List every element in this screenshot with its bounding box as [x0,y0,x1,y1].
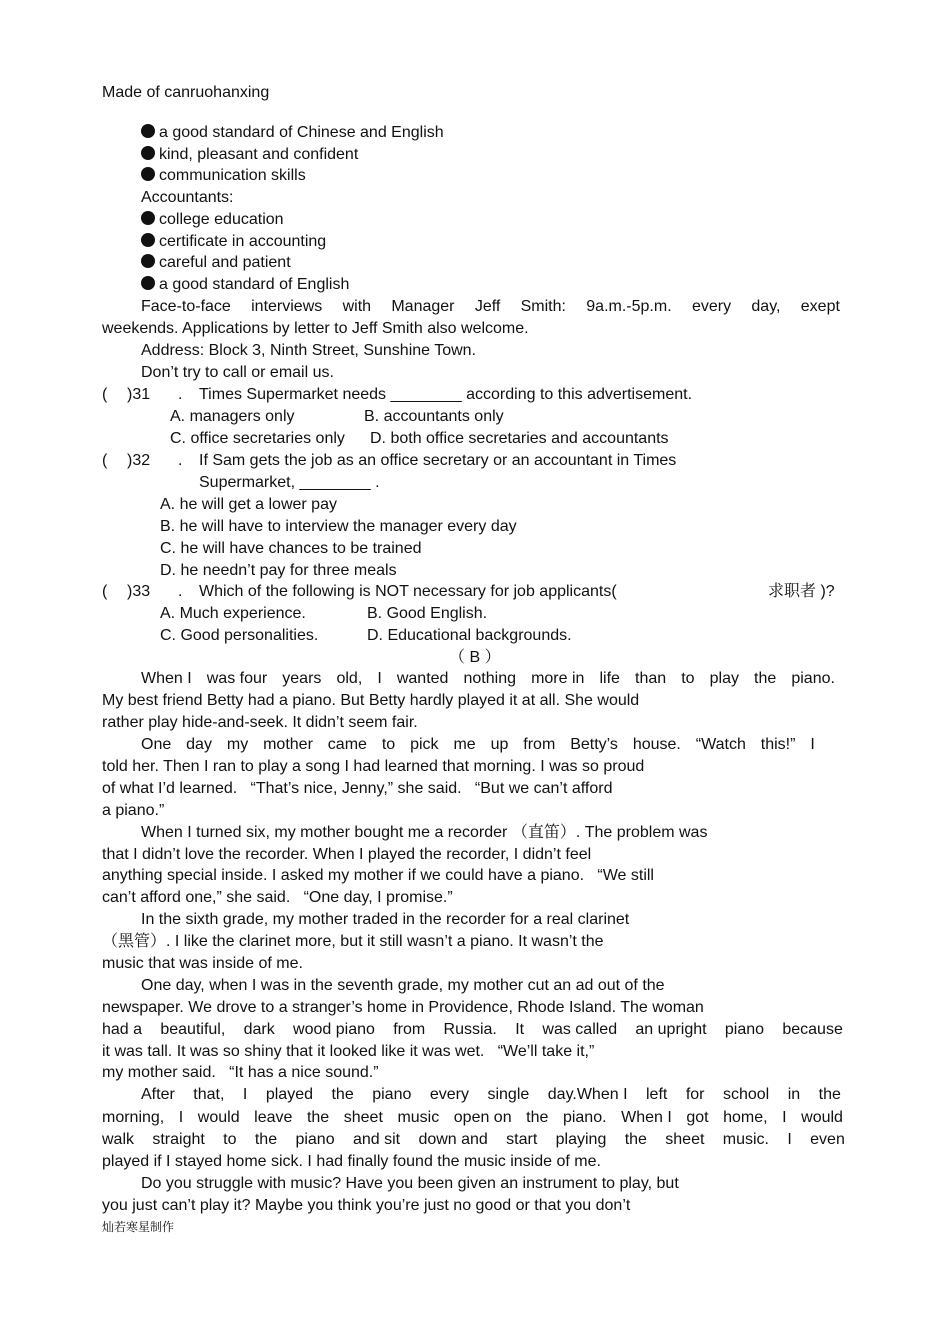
passage-line: anything special inside. I asked my mother if we could have a piano. “We still [102,867,654,884]
passage-line: it was tall. It was so shiny that it looked like it was wet. “We’ll take it,” [102,1043,595,1060]
interview-line: weekends. Applications by letter to Jeff Smith also welcome. [102,320,529,337]
question-stem-cn: 求职者 )? [768,583,835,600]
option-a: A. he will get a lower pay [160,496,337,513]
option-a: A. Much experience. [160,605,306,622]
bullet-icon [141,276,155,290]
list-item: kind, pleasant and confident [141,145,358,165]
question-number: )33 [127,583,151,600]
contact-note: Don’t try to call or email us. [141,364,334,381]
passage-line: One day, when I was in the seventh grade, my mother cut an ad out of the [141,977,665,994]
passage-line: One day my mother came to pick me up from Betty’s house. “Watch this!” I [141,736,815,753]
list-item: communication skills [141,166,306,186]
passage-line: a piano.” [102,802,165,819]
bullet-icon [141,124,155,138]
question-number: )32 [127,452,151,469]
question-number: )31 [127,386,151,403]
passage-line: had a beautiful, dark wood piano from Russia. It was called an upright piano because [102,1021,843,1038]
passage-line: In the sixth grade, my mother traded in the recorder for a real clarinet [141,911,630,928]
bullet-icon [141,211,155,225]
passage-line: that I didn’t love the recorder. When I played the recorder, I didn’t feel [102,846,592,863]
passage-line: can’t afford one,” she said. “One day, I promise.” [102,889,453,906]
interview-line: Face-to-face interviews with Manager Jeff Smith: 9a.m.-5p.m. every day, exept [141,298,840,315]
passage-line: （黑管）. I like the clarinet more, but it still wasn’t a piano. It wasn’t the [102,933,604,950]
passage-line: Do you struggle with music? Have you been given an instrument to play, but [141,1175,679,1192]
option-b: B. accountants only [364,408,504,425]
list-item: careful and patient [141,253,291,273]
option-d: D. he needn’t pay for three meals [160,562,397,579]
passage-line: walk straight to the piano and sit down and start playing the sheet music. I even [102,1131,845,1148]
footer-note: 灿若寒星制作 [102,1220,175,1234]
list-item: a good standard of English [141,275,349,295]
question-stem: If Sam gets the job as an office secretary or an accountant in Times [199,452,677,469]
option-c: C. Good personalities. [160,627,319,644]
option-b: B. Good English. [367,605,488,622]
passage-line: newspaper. We drove to a stranger’s home in Providence, Rhode Island. The woman [102,999,704,1016]
list-item: certificate in accounting [141,232,326,252]
question-stem: Times Supermarket needs ________ according to this advertisement. [199,386,693,403]
passage-line: My best friend Betty had a piano. But Betty hardly played it at all. She would [102,692,640,709]
passage-line: you just can’t play it? Maybe you think you’re just no good or that you don’t [102,1197,631,1214]
list-item: a good standard of Chinese and English [141,123,444,143]
option-b: B. he will have to interview the manager every day [160,518,517,535]
question-paren: ( [102,452,108,469]
option-c: C. office secretaries only [170,430,345,447]
passage-line: music that was inside of me. [102,955,303,972]
option-a: A. managers only [170,408,295,425]
bullet-icon [141,233,155,247]
list-item: college education [141,210,284,230]
option-c: C. he will have chances to be trained [160,540,422,557]
option-d: D. both office secretaries and accountants [370,430,669,447]
passage-line: morning, I would leave the sheet music open on the piano. When I got home, I would [102,1109,843,1126]
option-d: D. Educational backgrounds. [367,627,572,644]
accountants-heading: Accountants: [141,189,234,206]
passage-line: told her. Then I ran to play a song I had learned that morning. I was so proud [102,758,645,775]
question-dot: . [178,452,183,469]
passage-line: After that, I played the piano every single day.When I left for school in the [141,1086,841,1103]
bullet-icon [141,167,155,181]
passage-line: rather play hide-and-seek. It didn’t seem fair. [102,714,418,731]
passage-line: my mother said. “It has a nice sound.” [102,1064,379,1081]
question-stem: Which of the following is NOT necessary for job applicants( [199,583,617,600]
passage-line: When I was four years old, I wanted nothing more in life than to play the piano. [141,670,835,687]
bullet-icon [141,254,155,268]
section-label: （ B ） [449,649,501,666]
passage-line: When I turned six, my mother bought me a recorder （直笛）. The problem was [141,824,708,841]
passage-line: played if I stayed home sick. I had finally found the music inside of me. [102,1153,601,1170]
question-dot: . [178,386,183,403]
address: Address: Block 3, Ninth Street, Sunshine Town. [141,342,476,359]
question-stem: Supermarket, ________ . [199,474,380,491]
page-header: Made of canruohanxing [102,84,270,101]
passage-line: of what I’d learned. “That’s nice, Jenny,” she said. “But we can’t afford [102,780,613,797]
question-paren: ( [102,583,108,600]
question-paren: ( [102,386,108,403]
question-dot: . [178,583,183,600]
bullet-icon [141,146,155,160]
